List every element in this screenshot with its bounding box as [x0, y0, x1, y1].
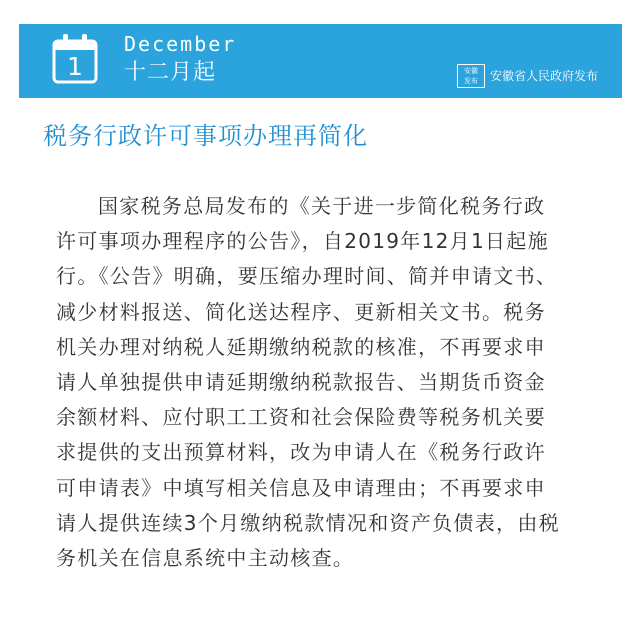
calendar-day: 1 — [67, 52, 83, 81]
article-line: 可申请表》中填写相关信息及申请理由；不再要求申 — [56, 475, 546, 500]
article-headline: 税务行政许可事项办理再简化 — [43, 122, 368, 150]
article-line: 机关办理对纳税人延期缴纳税款的核准，不再要求申 — [56, 334, 546, 359]
publisher-name: 安徽省人民政府发布 — [489, 69, 598, 83]
article-line: 行。《公告》明确，要压缩办理时间、简并申请文书、 — [56, 264, 558, 289]
article-line: 务机关在信息系统中主动核查。 — [56, 546, 355, 571]
month-chinese: 十二月起 — [124, 60, 217, 85]
header-banner — [19, 24, 622, 98]
article-line: 请人单独提供申请延期缴纳税款报告、当期货币资金 — [56, 370, 546, 395]
publisher-logo-icon — [457, 64, 485, 88]
publisher-logo-line: 安徽 — [463, 67, 478, 75]
article-line: 国家税务总局发布的《关于进一步简化税务行政 — [98, 194, 546, 218]
article-line: 求提供的支出预算材料，改为申请人在《税务行政许 — [56, 440, 546, 465]
article-line: 许可事项办理程序的公告》，自2019年12月1日起施 — [56, 229, 549, 254]
article-body — [56, 189, 602, 576]
article-line: 减少材料报送、简化送达程序、更新相关文书。税务 — [56, 299, 546, 324]
publisher — [457, 64, 598, 88]
publisher-logo-line: 发布 — [463, 77, 478, 85]
month-english: December — [124, 32, 237, 56]
article-line: 请人提供连续3个月缴纳税款情况和资产负债表，由税 — [56, 510, 560, 535]
article-line: 余额材料、应付职工工资和社会保险费等税务机关要 — [56, 405, 546, 430]
calendar-icon — [52, 32, 98, 84]
